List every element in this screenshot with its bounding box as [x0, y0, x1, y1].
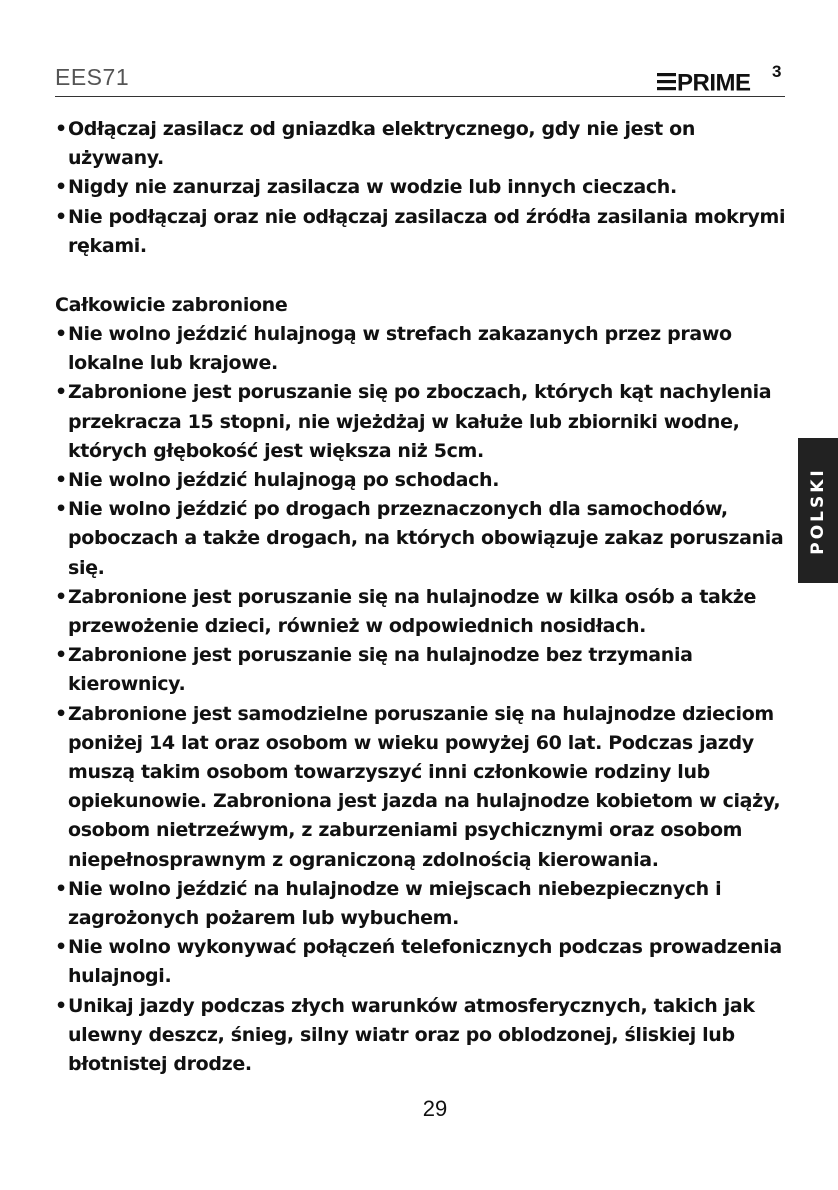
model-number: EES71 — [55, 64, 130, 90]
header-divider — [55, 96, 785, 97]
list-item: • Odłączaj zasilacz od gniazdka elektrycznego, gdy nie jest on używany. — [55, 115, 790, 173]
list-item: • Nie wolno jeździć hulajnogą w strefach zakazanych przez prawo lokalne lub krajowe. — [55, 320, 790, 378]
list-item: • Nie wolno jeździć po drogach przeznaczonych dla samochodów, poboczach a także drogach, na których obowiązuje zakaz poruszania się. — [55, 495, 790, 583]
list-item: • Zabronione jest samodzielne poruszanie się na hulajnodze dzieciom poniżej 14 lat oraz osobom w wieku powyżej 60 lat. Podczas jazdy muszą takim osobom towarzyszyć inni członkowie rodziny lub opiekunowie. Zabroniona jest jazda na hulajnodze kobietom w ciąży, osobom nietrzeźwym, z zaburzeniami psychicznymi oraz osobom niepełnosprawnym z ograniczoną zdolnością kierowania. — [55, 700, 790, 875]
list-item: • Zabronione jest poruszanie się na hulajnodze w kilka osób a także przewożenie dzieci, również w odpowiednich nosidłach. — [55, 583, 790, 641]
intro-list — [55, 115, 790, 261]
language-tab-label: POLSKI — [808, 466, 828, 555]
list-item: • Zabronione jest poruszanie się po zboczach, których kąt nachylenia przekracza 15 stopni, nie wjeżdżaj w kałuże lub zbiorniki wodne, których głębokość jest większa niż 5cm. — [55, 378, 790, 466]
page-content — [55, 115, 790, 1079]
logo-superscript: 3 — [772, 62, 782, 81]
list-item: • Nie podłączaj oraz nie odłączaj zasilacza od źródła zasilania mokrymi rękami. — [55, 203, 790, 261]
section-heading: Całkowicie zabronione — [55, 294, 288, 317]
list-item: • Zabronione jest poruszanie się na hulajnodze bez trzymania kierownicy. — [55, 641, 790, 699]
prohibited-list — [55, 320, 790, 1079]
list-item: • Nigdy nie zanurzaj zasilacza w wodzie lub innych cieczach. — [55, 173, 790, 202]
brand-logo — [657, 60, 785, 94]
page-number: 29 — [422, 1096, 448, 1121]
list-item: • Unikaj jazdy podczas złych warunków atmosferycznych, takich jak ulewny deszcz, śnieg, silny wiatr oraz po oblodzonej, śliskiej lub błotnistej drodze. — [55, 992, 790, 1080]
list-item: • Nie wolno jeździć hulajnogą po schodach. — [55, 466, 790, 495]
list-item: • Nie wolno wykonywać połączeń telefonicznych podczas prowadzenia hulajnogi. — [55, 933, 790, 991]
language-tab — [798, 438, 838, 583]
logo-text: PRIME — [677, 69, 751, 94]
list-item: • Nie wolno jeździć na hulajnodze w miejscach niebezpiecznych i zagrożonych pożarem lub wybuchem. — [55, 875, 790, 933]
